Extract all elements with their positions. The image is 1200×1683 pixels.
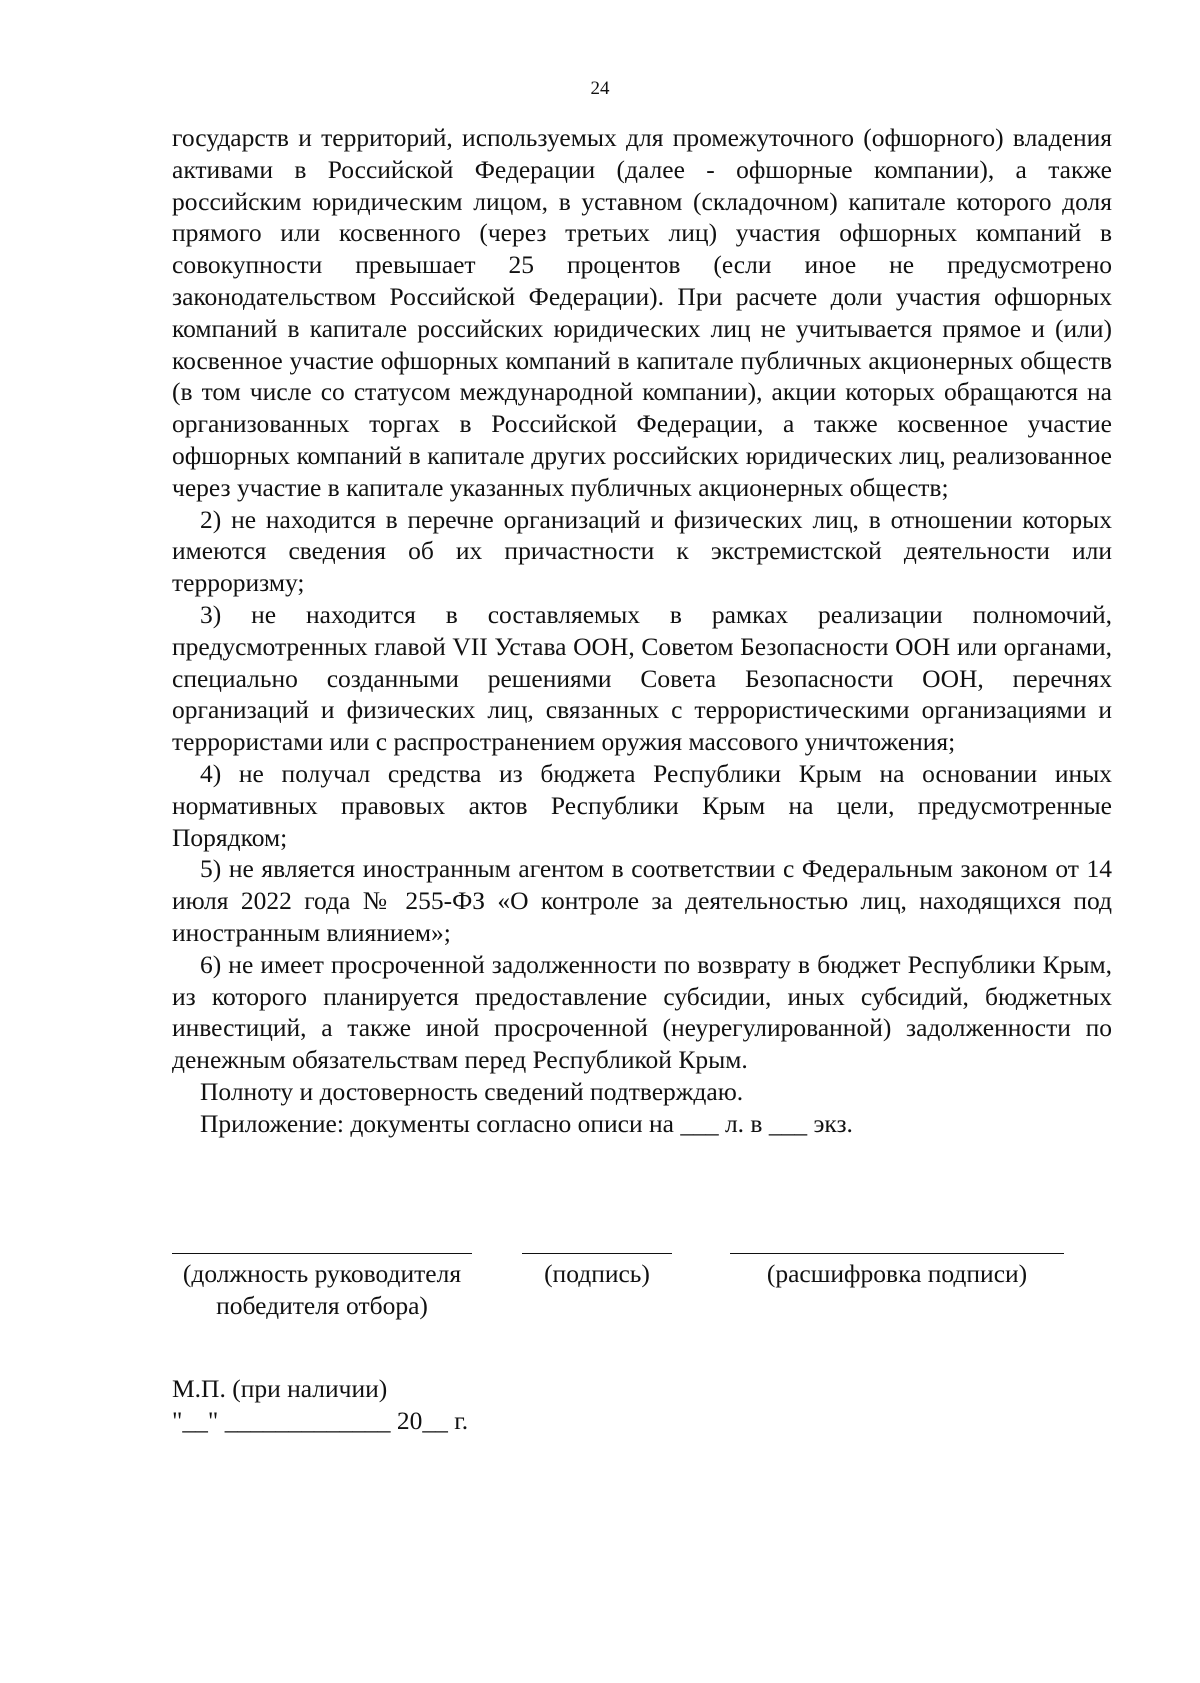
- signature-sign-line: [522, 1253, 672, 1254]
- list-item-5: 5) не является иностранным агентом в соответствии с Федеральным законом от 14 июля 2022 года № 255-ФЗ «О контроле за деятельностью лиц, находящихся под иностранным влиянием»;: [172, 854, 1112, 947]
- page-number: 24: [590, 78, 610, 99]
- stamp-date-block: [172, 1373, 468, 1437]
- signature-position-label-2: победителя отбора): [216, 1291, 428, 1320]
- confirmation-statement: Полноту и достоверность сведений подтверждаю.: [200, 1076, 744, 1106]
- attachment-statement: Приложение: документы согласно описи на ___ л. в ___ экз.: [200, 1108, 853, 1138]
- list-item-6: 6) не имеет просроченной задолженности по возврату в бюджет Республики Крым, из которого планируется предоставление субсидии, иных субсидий, бюджетных инвестиций, а также иной просроченной (неурегулированной) задолженности по денежным обязательствам перед Республикой Крым.: [172, 949, 1112, 1075]
- date-line: "__" _____________ 20__ г.: [172, 1406, 469, 1435]
- document-body: [172, 122, 1112, 1140]
- stamp-label: М.П. (при наличии): [172, 1374, 388, 1403]
- signature-position-block: [172, 1253, 472, 1322]
- list-item-4: 4) не получал средства из бюджета Республики Крым на основании иных нормативных правовых актов Республики Крым на цели, предусмотренные Порядком;: [172, 758, 1112, 852]
- signature-sign-label: (подпись): [544, 1259, 650, 1288]
- signature-position-line: [172, 1253, 472, 1254]
- list-item-3: 3) не находится в составляемых в рамках реализации полномочий, предусмотренных главой VII Устава ООН, Советом Безопасности ООН или органами, специально созданными решениями Совета Безопасности ООН, перечнях организаций и физических лиц, связанных с террористическими организациями и террористами или с распространением оружия массового уничтожения;: [172, 599, 1112, 757]
- list-item-2: 2) не находится в перечне организаций и физических лиц, в отношении которых имеются сведения об их причастности к экстремистской деятельности или терроризму;: [172, 504, 1112, 598]
- signature-decode-label: (расшифровка подписи): [766, 1259, 1028, 1288]
- paragraph-continuation: государств и территорий, используемых для промежуточного (офшорного) владения активами в Российской Федерации (далее - офшорные компании), а также российским юридическим лицом, в уставном (складочном) капитале которого доля прямого или косвенного (через третьих лиц) участия офшорных компаний в совокупности превышает 25 процентов (если иное не предусмотрено законодательством Российской Федерации). При расчете доли участия офшорных компаний в капитале российских юридических лиц не учитывается прямое и (или) косвенное участие офшорных компаний в капитале публичных акционерных обществ (в том числе со статусом международной компании), акции которых обращаются на организованных торгах в Российской Федерации, а также косвенное участие офшорных компаний в капитале других российских юридических лиц, реализованное через участие в капитале указанных публичных акционерных обществ;: [172, 123, 1112, 502]
- signature-position-label-1: (должность руководителя: [182, 1259, 462, 1288]
- signature-decode-block: [730, 1253, 1064, 1290]
- signature-decode-line: [730, 1253, 1064, 1254]
- signature-sign-block: [522, 1253, 672, 1290]
